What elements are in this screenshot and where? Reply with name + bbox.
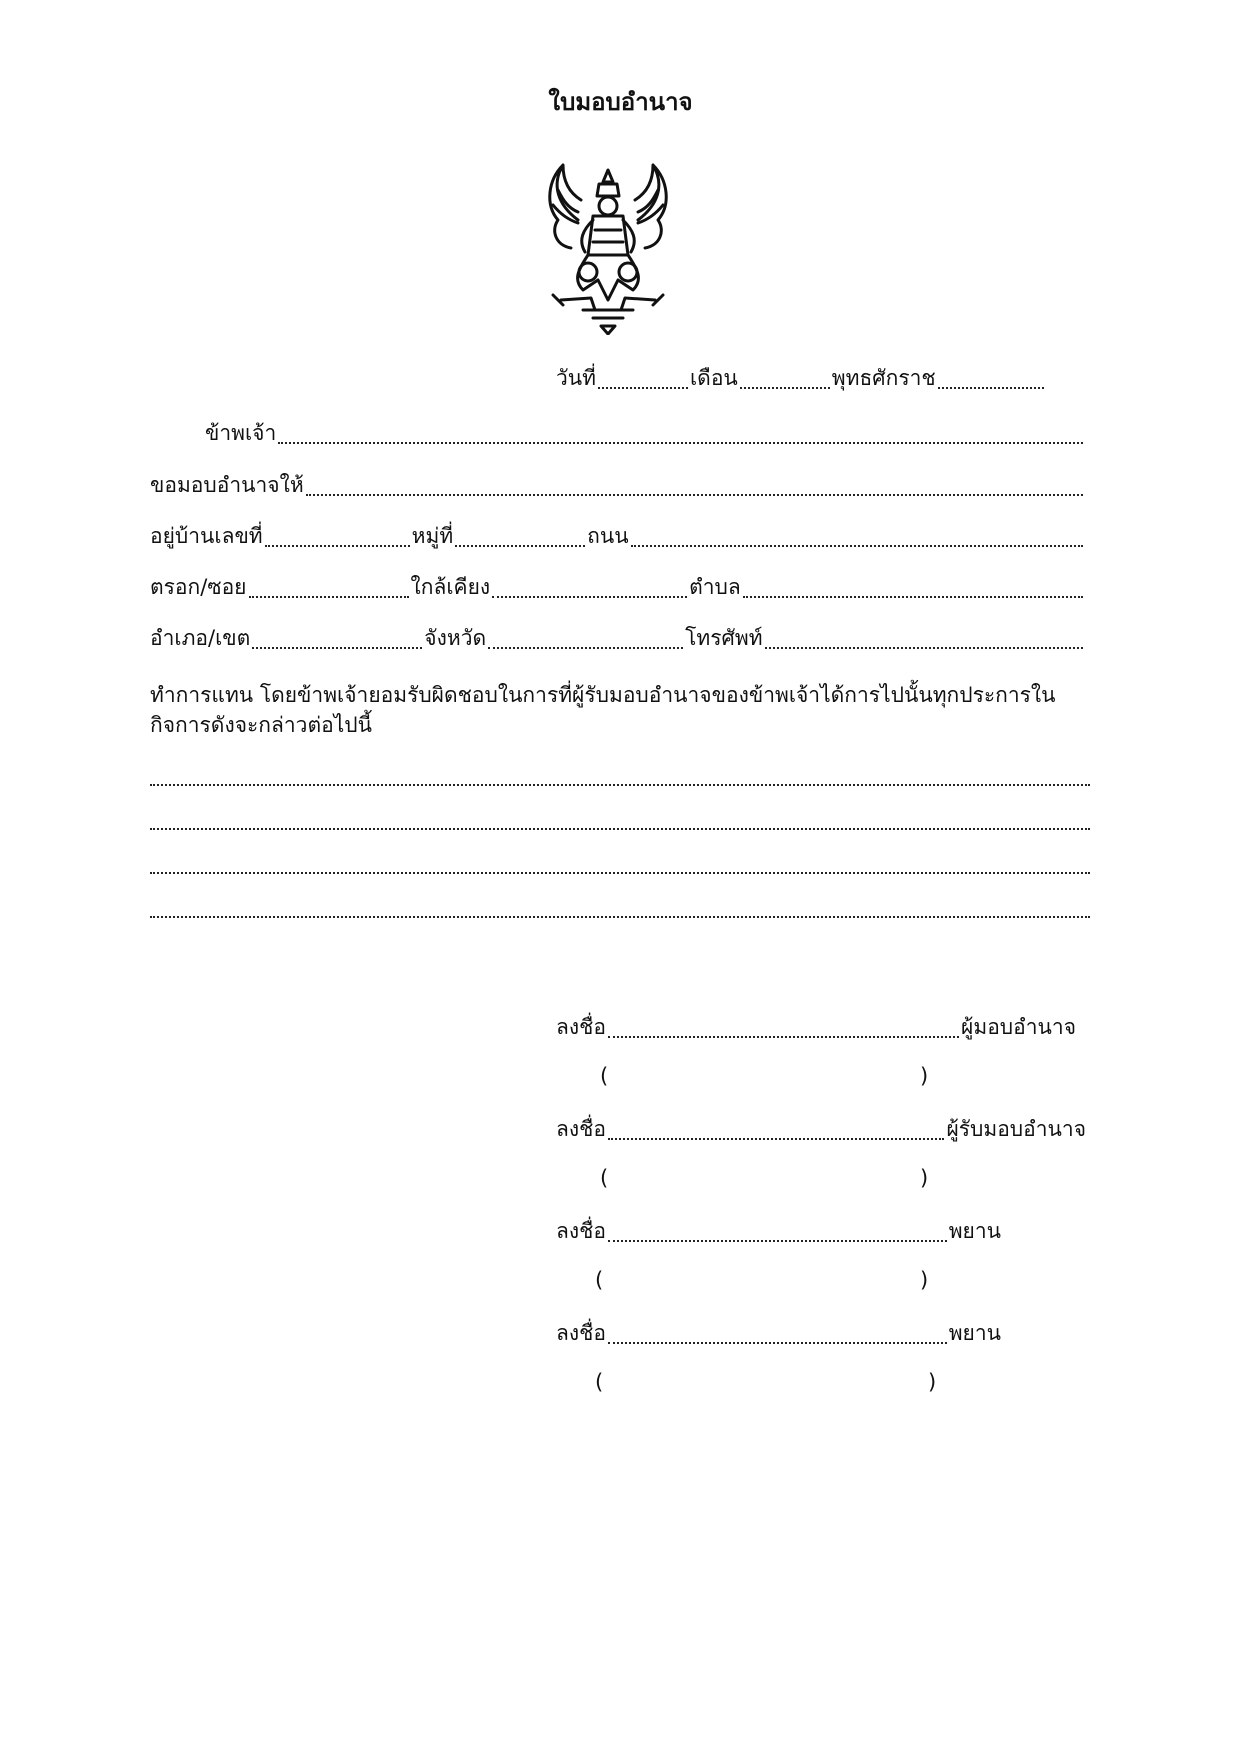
detail-line-1[interactable] [150,782,1090,786]
garuda-emblem-icon [533,160,683,335]
signature-prefix: ลงชื่อ [556,1117,606,1141]
signature-prefix: ลงชื่อ [556,1015,606,1039]
address-line-1 [150,523,1085,553]
road-label: ถนน [587,524,629,548]
near-label: ใกล้เคียง [410,575,491,599]
grantee-line [150,472,1085,502]
detail-line-3[interactable] [150,870,1090,874]
month-field[interactable] [740,387,830,389]
date-line [556,365,1046,395]
phone-label: โทรศัพท์ [685,626,763,650]
signature-role: พยาน [948,1219,1001,1243]
detail-line-4[interactable] [150,914,1090,918]
grantor-line [205,420,1085,450]
close-paren: ) [928,1370,937,1394]
signature-field-grantor[interactable] [608,1036,959,1038]
detail-line-2[interactable] [150,826,1090,830]
near-field[interactable] [492,596,687,598]
signature-role: ผู้มอบอำนาจ [961,1015,1076,1039]
document-title: ใบมอบอำนาจ [548,88,693,116]
day-label: วันที่ [556,366,596,390]
lane-field[interactable] [249,596,409,598]
house-no-label: อยู่บ้านเลขที่ [150,524,263,548]
district-label: อำเภอ/เขต [150,626,251,650]
grantee-label: ขอมอบอำนาจให้ [150,473,304,497]
open-paren: ( [600,1064,609,1088]
signature-line-witness-1 [556,1218,1001,1248]
open-paren: ( [595,1370,604,1394]
close-paren: ) [920,1268,929,1292]
lane-label: ตรอก/ซอย [150,575,247,599]
moo-label: หมู่ที่ [411,524,454,548]
district-field[interactable] [252,647,422,649]
phone-field[interactable] [765,647,1083,649]
signature-line-grantee [556,1116,1086,1146]
signature-prefix: ลงชื่อ [556,1219,606,1243]
close-paren: ) [920,1064,929,1088]
year-field[interactable] [938,387,1044,389]
grantee-field[interactable] [306,494,1083,496]
address-line-3 [150,625,1085,655]
road-field[interactable] [631,545,1083,547]
signature-field-witness-2[interactable] [608,1342,947,1344]
open-paren: ( [600,1166,609,1190]
signature-prefix: ลงชื่อ [556,1321,606,1345]
signature-role: ผู้รับมอบอำนาจ [946,1117,1086,1141]
grantor-label: ข้าพเจ้า [205,421,277,445]
statement-paragraph: ทำการแทน โดยข้าพเจ้ายอมรับผิดชอบในการที่ผู้รับมอบอำนาจของข้าพเจ้าได้การไปนั้นทุกประการในกิจการดังจะกล่าวต่อไปนี้ [150,683,1056,737]
printed-name-grantor[interactable] [600,1064,940,1094]
signature-field-witness-1[interactable] [608,1240,947,1242]
printed-name-grantee[interactable] [600,1166,940,1196]
signature-field-grantee[interactable] [608,1138,944,1140]
day-field[interactable] [598,387,688,389]
printed-name-witness-2[interactable] [595,1370,945,1400]
signature-role: พยาน [948,1321,1001,1345]
month-label: เดือน [690,366,738,390]
subdistrict-label: ตำบล [689,575,741,599]
signature-line-witness-2 [556,1320,1001,1350]
moo-field[interactable] [455,545,585,547]
grantor-field[interactable] [278,442,1083,444]
open-paren: ( [595,1268,604,1292]
subdistrict-field[interactable] [743,596,1083,598]
house-no-field[interactable] [265,545,410,547]
printed-name-witness-1[interactable] [595,1268,940,1298]
year-label: พุทธศักราช [831,366,936,390]
signature-line-grantor [556,1014,1076,1044]
province-label: จังหวัด [424,626,487,650]
address-line-2 [150,574,1085,604]
province-field[interactable] [488,647,683,649]
close-paren: ) [920,1166,929,1190]
